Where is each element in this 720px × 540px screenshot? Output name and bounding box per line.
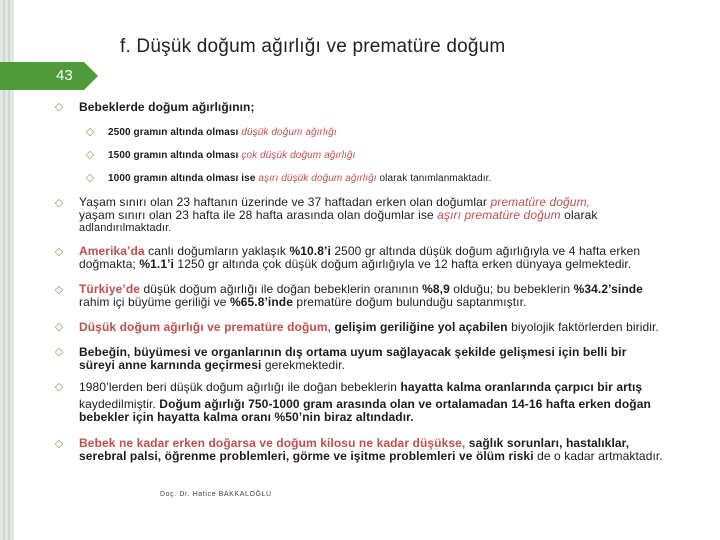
highlight-text: Düşük doğum ağırlığı ve prematüre doğum,: [79, 320, 332, 334]
text-run: %1.1’i: [139, 257, 174, 271]
text-run: doğmakta;: [79, 257, 140, 271]
bullet-text-line: [79, 209, 597, 222]
sub-bullet-text: [108, 173, 491, 185]
text-run: gerekmektedir.: [261, 358, 345, 372]
text-run: prematüre doğum bulunduğu saptanmıştır.: [293, 295, 527, 309]
page-number: 43: [56, 67, 73, 84]
text-run: %8,9: [422, 282, 450, 296]
text-run: yaşam sınırı olan 23 hafta ile 28 hafta arasında olan doğumlar ise: [79, 208, 438, 222]
highlight-text: Bebek ne kadar erken doğarsa ve doğum kilosu ne kadar düşükse,: [79, 436, 466, 450]
diamond-bullet-icon: ◇: [85, 172, 95, 184]
highlight-text: Türkiye’de: [79, 282, 141, 296]
text-run: 1980’lerden beri düşük doğum ağırlığı ile doğan bebeklerin: [79, 380, 401, 394]
text-run: 1500 gramın altında olması: [108, 150, 242, 161]
text-run: biyolojik faktörlerden biridir.: [507, 320, 659, 334]
diamond-bullet-icon: ◇: [54, 101, 64, 113]
sub-bullet-text: [108, 127, 337, 139]
diamond-bullet-icon: ◇: [85, 126, 95, 138]
bullet-text-line: [79, 450, 663, 463]
text-run: Doğum ağırlığı 750-1000 gram arasında olan ve ortalamadan 14-16 hafta erken doğan: [159, 397, 651, 411]
highlight-text: düşük doğum ağırlığı: [241, 127, 337, 138]
bullet-text-line: adlandırılmaktadır.: [79, 222, 172, 234]
diamond-bullet-icon: ◇: [54, 381, 64, 393]
bullet-text: Bebeklerde doğum ağırlığının;: [79, 100, 255, 114]
diamond-bullet-icon: ◇: [54, 246, 64, 258]
bullet-text-line: bebekler için hayatta kalma oranı %50’nin biraz altındadır.: [79, 410, 414, 424]
highlight-text: prematüre doğum,: [490, 195, 591, 209]
sub-bullet-text: [108, 150, 355, 162]
text-run: süreyi anne karnında geçirmesi: [79, 358, 262, 372]
text-run: %34.2’sinde: [573, 282, 643, 296]
bullet-text-line: Bebeğin, büyümesi ve organlarının dış ortama uyum sağlayacak şekilde gelişmesi için belli bir: [79, 345, 627, 359]
text-run: Yaşam sınırı olan 23 haftanın üzerinde ve 37 haftadan erken olan doğumlar: [79, 195, 491, 209]
text-run: sağlık sorunları, hastalıklar,: [465, 436, 630, 450]
diamond-bullet-icon: ◇: [54, 438, 64, 450]
text-run: 2500 gramın altında olması: [108, 127, 242, 138]
diamond-bullet-icon: ◇: [54, 284, 64, 296]
diamond-bullet-icon: ◇: [54, 346, 64, 358]
text-run: düşük doğum ağırlığı ile doğan bebeklerin oranının: [140, 282, 423, 296]
text-run: serebral palsi, öğrenme problemleri, görme ve işitme problemleri ve ölüm riski: [79, 449, 534, 463]
text-run: 1000 gramın altında olması ise: [108, 173, 259, 184]
text-run: 2500 gr altında düşük doğum ağırlığıyla ve 4 hafta erken: [330, 244, 641, 258]
bullet-text-line: [79, 321, 659, 334]
bullet-text-line: [79, 258, 631, 271]
bullet-text-line: [79, 296, 526, 309]
highlight-text: çok düşük doğum ağırlığı: [241, 150, 356, 161]
highlight-text: aşırı düşük doğum ağırlığı: [258, 173, 377, 184]
text-run: canlı doğumların yaklaşık: [144, 244, 290, 258]
bullet-text-line: [79, 381, 642, 394]
diamond-bullet-icon: ◇: [54, 197, 64, 209]
text-run: rahim içi büyüme geriliği ve: [79, 295, 230, 309]
bullet-text-line: [79, 359, 345, 372]
diamond-bullet-icon: ◇: [85, 149, 95, 161]
text-run: de o kadar artmaktadır.: [533, 449, 663, 463]
footer-author: Doç. Dr. Hatice BAKKALOĞLU: [160, 491, 272, 498]
text-run: %10.8’i: [289, 244, 331, 258]
text-run: olduğu; bu bebeklerin: [449, 282, 574, 296]
slide-title: f. Düşük doğum ağırlığı ve prematüre doğum: [120, 36, 506, 57]
text-run: %65.8’inde: [229, 295, 293, 309]
text-run: gelişim geriliğine yol açabilen: [331, 320, 508, 334]
highlight-text: Amerika’da: [79, 244, 145, 258]
diamond-bullet-icon: ◇: [54, 321, 64, 333]
text-run: olarak tanımlanmaktadır.: [376, 173, 492, 184]
page-number-tab: [0, 62, 84, 90]
text-run: 1250 gr altında çok düşük doğum ağırlığıyla ve 12 hafta erken dünyaya gelmektedir.: [174, 257, 632, 271]
text-run: hayatta kalma oranlarında çarpıcı bir artış: [400, 380, 643, 394]
text-run: olarak: [560, 208, 598, 222]
highlight-text: aşırı prematüre doğum: [437, 208, 561, 222]
text-run: kaydedilmiştir.: [79, 397, 160, 411]
